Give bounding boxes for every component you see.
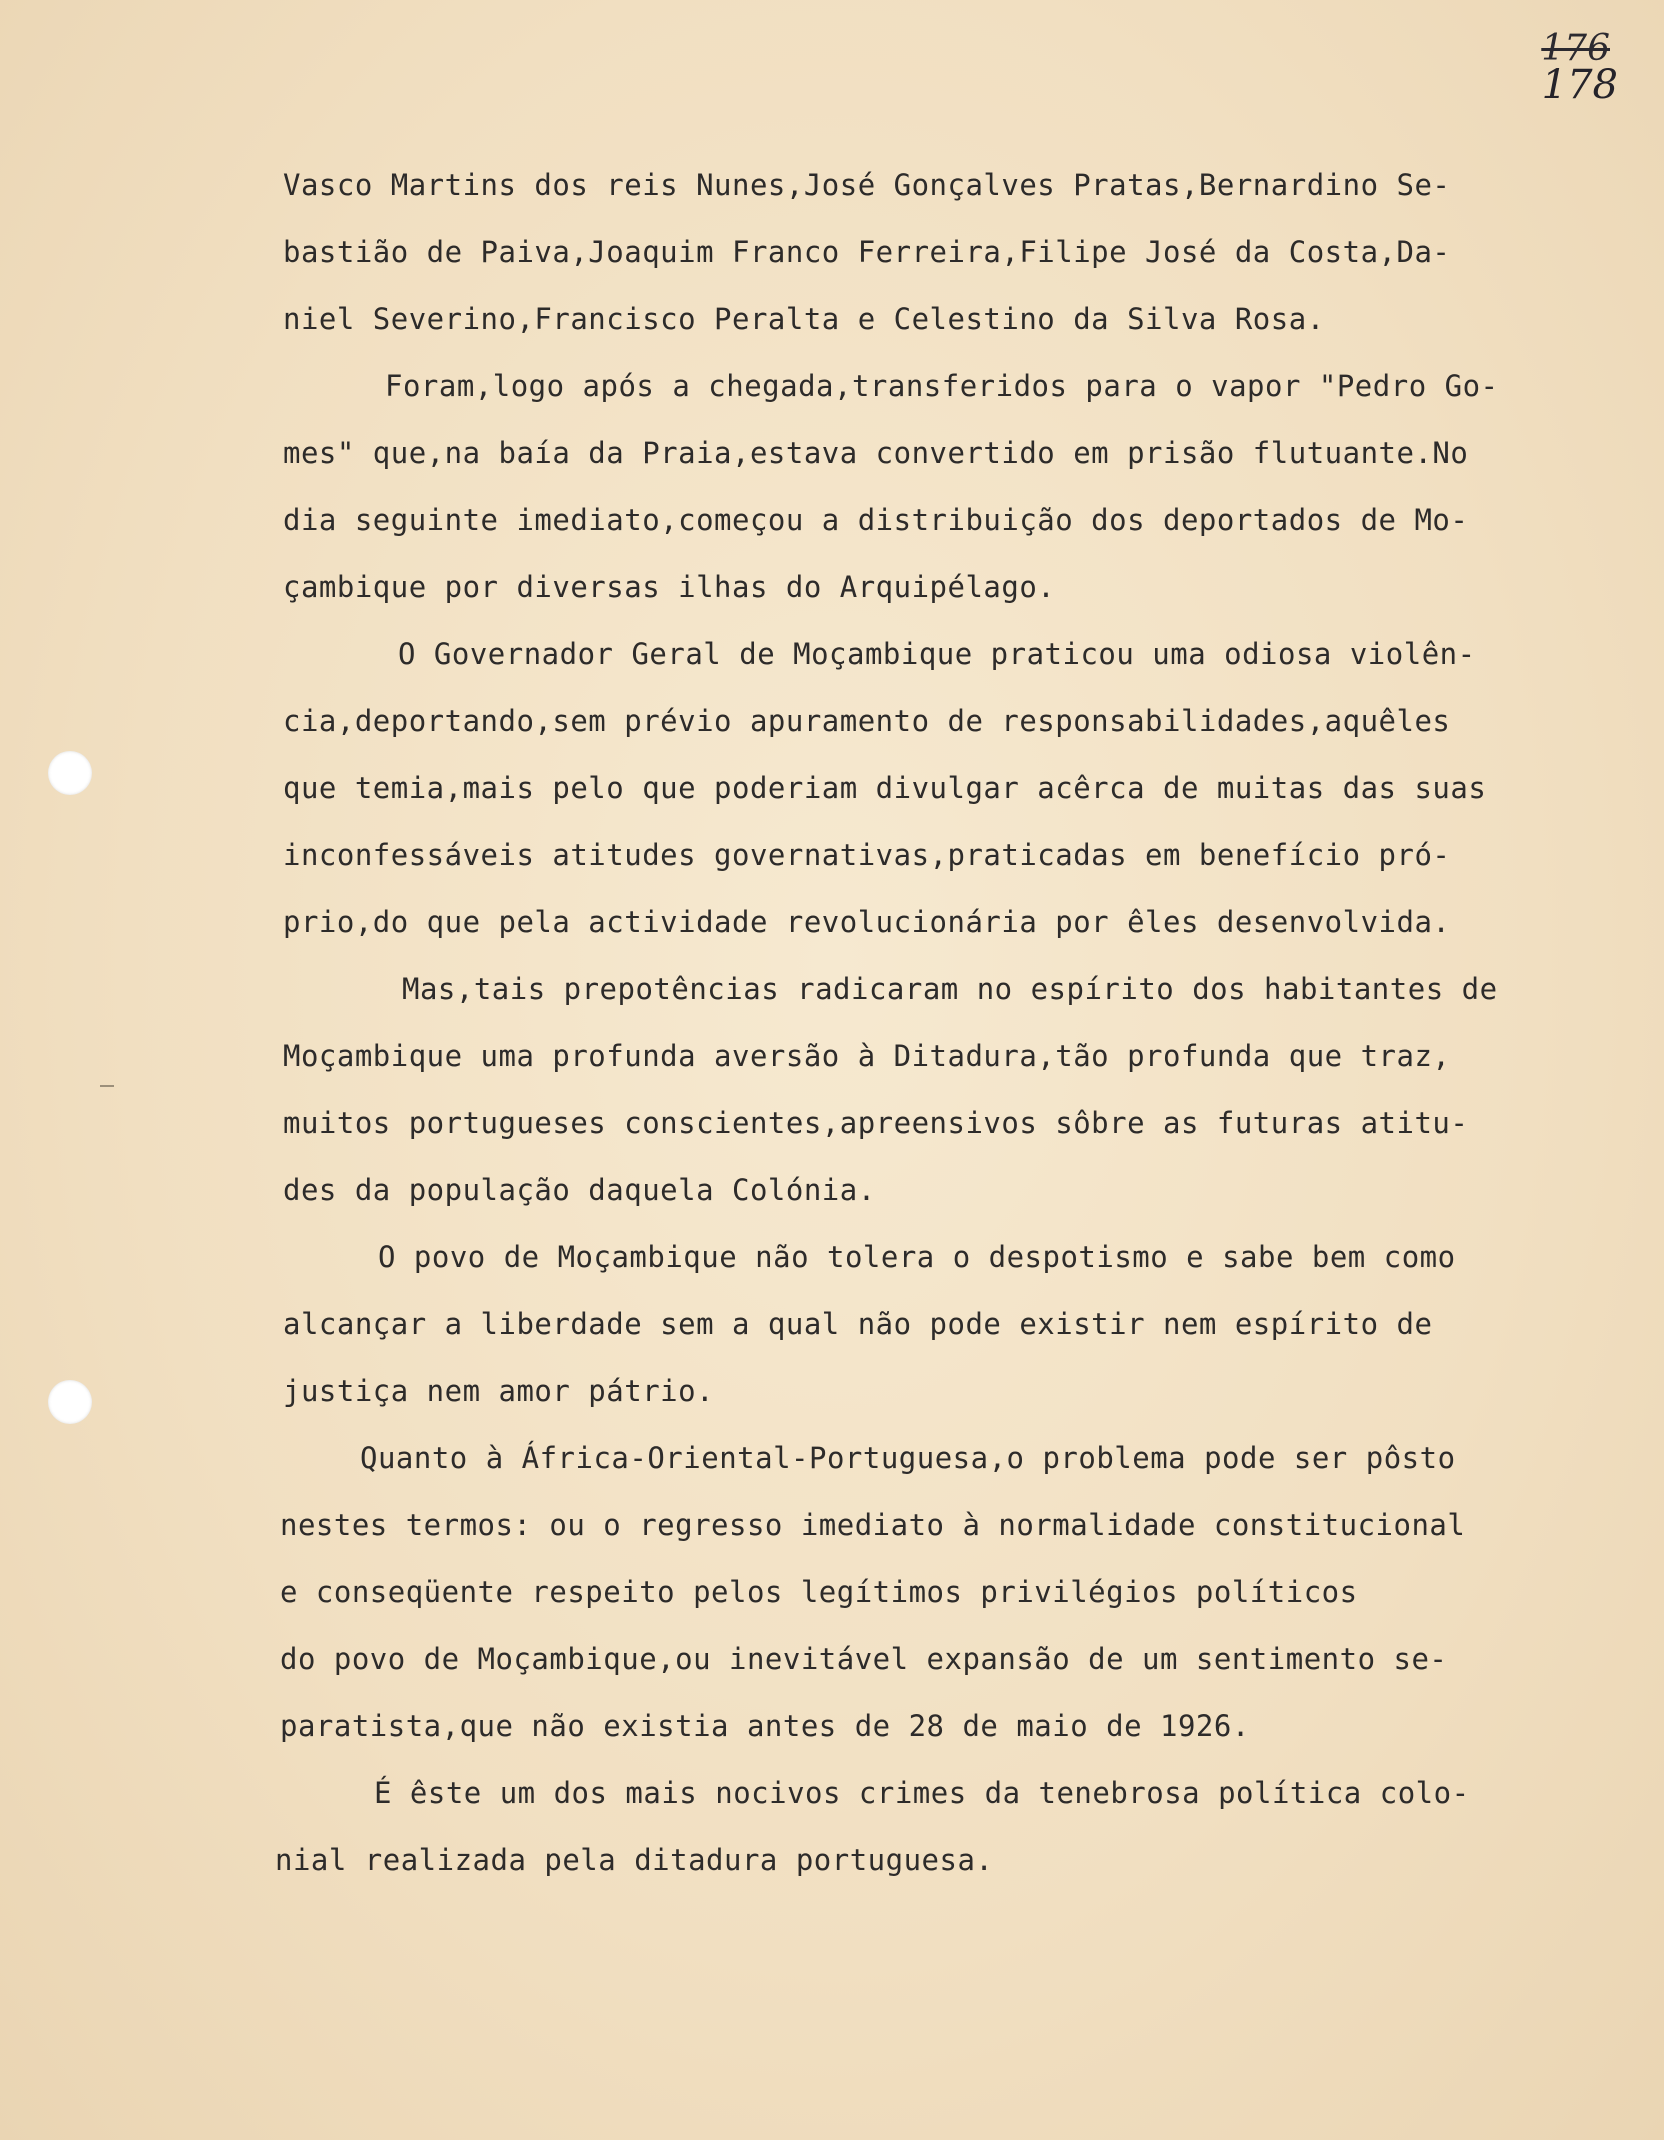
text-line: É êste um dos mais nocivos crimes da tenebrosa política colo- <box>374 1776 1470 1810</box>
text-line: justiça nem amor pátrio. <box>283 1374 715 1408</box>
text-line: O povo de Moçambique não tolera o despotismo e sabe bem como <box>378 1240 1456 1274</box>
page-number-current: 178 <box>1541 62 1618 108</box>
punch-hole-bottom <box>48 1380 92 1424</box>
text-line: dia seguinte imediato,começou a distribuição dos deportados de Mo- <box>283 503 1469 537</box>
text-line: Quanto à África-Oriental-Portuguesa,o problema pode ser pôsto <box>360 1441 1456 1475</box>
text-line: alcançar a liberdade sem a qual não pode existir nem espírito de <box>283 1307 1433 1341</box>
text-line: niel Severino,Francisco Peralta e Celestino da Silva Rosa. <box>283 302 1325 336</box>
text-line: prio,do que pela actividade revolucionária por êles desenvolvida. <box>283 905 1451 939</box>
text-line: nestes termos: ou o regresso imediato à normalidade constitucional <box>280 1508 1466 1542</box>
text-line: Mas,tais prepotências radicaram no espírito dos habitantes de <box>402 972 1498 1006</box>
text-line: nial realizada pela ditadura portuguesa. <box>275 1843 994 1877</box>
text-line: çambique por diversas ilhas do Arquipélago. <box>283 570 1056 604</box>
text-line: mes" que,na baía da Praia,estava convertido em prisão flutuante.No <box>283 436 1469 470</box>
text-line: Foram,logo após a chegada,transferidos para o vapor "Pedro Go- <box>385 369 1499 403</box>
punch-hole-top <box>48 751 92 795</box>
text-line: paratista,que não existia antes de 28 de maio de 1926. <box>280 1709 1250 1743</box>
text-line: inconfessáveis atitudes governativas,praticadas em benefício pró- <box>283 838 1451 872</box>
page-number-crossed-out: 176 <box>1541 28 1610 69</box>
text-line: bastião de Paiva,Joaquim Franco Ferreira,Filipe José da Costa,Da- <box>283 235 1451 269</box>
text-line: O Governador Geral de Moçambique praticou uma odiosa violên- <box>398 637 1476 671</box>
text-line: Moçambique uma profunda aversão à Ditadura,tão profunda que traz, <box>283 1039 1451 1073</box>
margin-mark <box>100 1085 114 1087</box>
text-line: muitos portugueses conscientes,apreensivos sôbre as futuras atitu- <box>283 1106 1469 1140</box>
text-line: Vasco Martins dos reis Nunes,José Gonçalves Pratas,Bernardino Se- <box>283 168 1451 202</box>
text-line: e conseqüente respeito pelos legítimos privilégios políticos <box>280 1575 1358 1609</box>
page-number <box>1502 28 1622 108</box>
text-line: des da população daquela Colónia. <box>283 1173 876 1207</box>
text-line: do povo de Moçambique,ou inevitável expansão de um sentimento se- <box>280 1642 1448 1676</box>
text-line: cia,deportando,sem prévio apuramento de responsabilidades,aquêles <box>283 704 1451 738</box>
text-line: que temia,mais pelo que poderiam divulgar acêrca de muitas das suas <box>283 771 1487 805</box>
